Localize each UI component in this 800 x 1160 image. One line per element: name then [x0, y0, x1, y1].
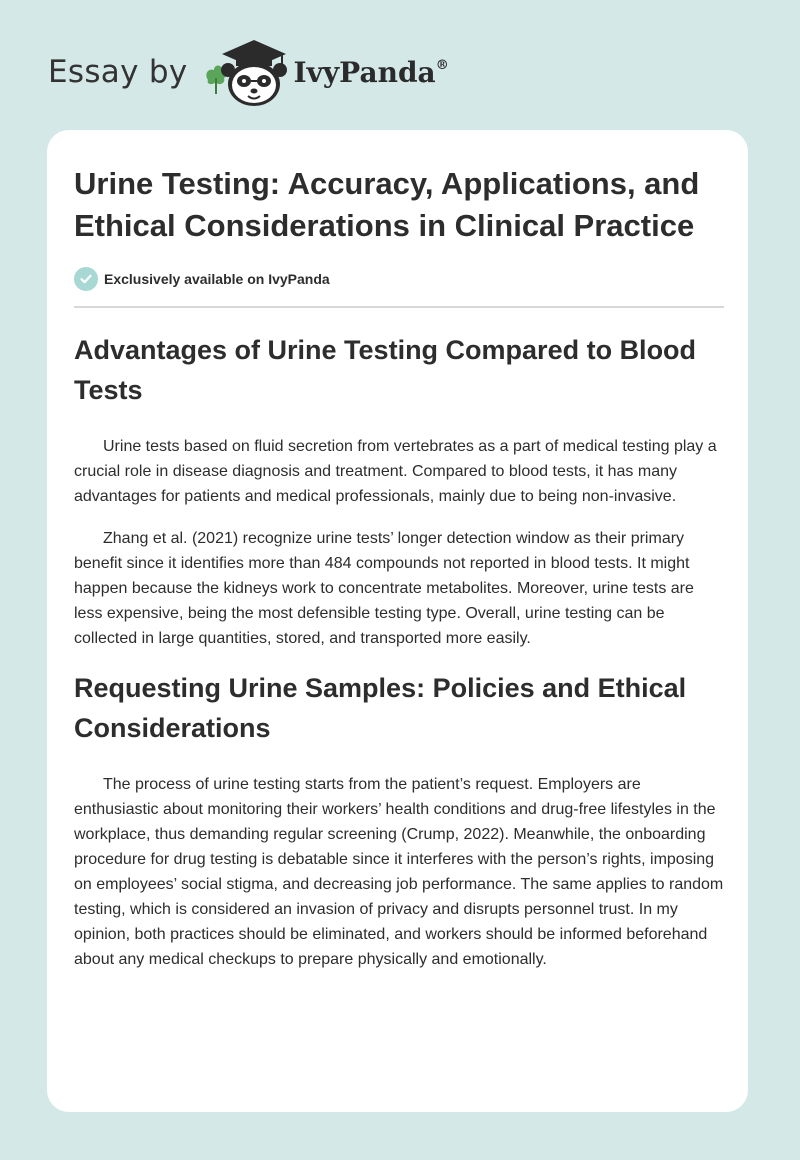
paragraph: Urine tests based on fluid secretion from vertebrates as a part of medical testing play a crucial role in disease diagnosis and treatment. Compared to blood tests, it has many advantages for patients and medical professionals, mainly due to being non-invasive.: [74, 438, 717, 505]
essay-title: Urine Testing: Accuracy, Applications, and Ethical Considerations in Clinical Practice: [74, 166, 700, 243]
ivypanda-logo[interactable]: [202, 36, 449, 108]
essay-by-label: Essay by: [48, 54, 188, 90]
registered-mark: ®: [435, 57, 449, 73]
panda-graduate-icon: [202, 36, 288, 108]
paragraph: The process of urine testing starts from the patient’s request. Employers are enthusiastic about monitoring their workers’ health conditions and drug-free lifestyles in the workplace, thus demanding regular screening (Crump, 2022). Meanwhile, the onboarding procedure for drug testing is debatable since it interferes with the person’s rights, imposing on employees’ social stigma, and decreasing job performance. The same applies to random testing, which is considered an invasion of privacy and disrupts personnel trust. In my opinion, both practices should be eliminated, and workers should be informed beforehand about any medical checkups to prepare physically and emotionally.: [74, 776, 724, 968]
exclusive-badge: [74, 267, 724, 291]
check-icon: [74, 267, 98, 291]
paragraph: Zhang et al. (2021) recognize urine tests’ longer detection window as their primary benefit since it identifies more than 484 compounds not reported in blood tests. It might happen because the kidneys work to concentrate metabolites. Moreover, urine tests are less expensive, being the most defensible testing type. Overall, urine testing can be collected in large quantities, stored, and transported more easily.: [74, 530, 694, 647]
badge-label: Exclusively available on IvyPanda: [104, 271, 330, 287]
divider: [74, 306, 724, 308]
section-heading: Requesting Urine Samples: Policies and Ethical Considerations: [74, 673, 687, 743]
site-header: [48, 36, 449, 108]
essay-content: [74, 163, 724, 972]
section-heading: Advantages of Urine Testing Compared to Blood Tests: [74, 335, 697, 405]
brand-name: IvyPanda®: [293, 55, 449, 89]
essay-card: [47, 130, 748, 1112]
